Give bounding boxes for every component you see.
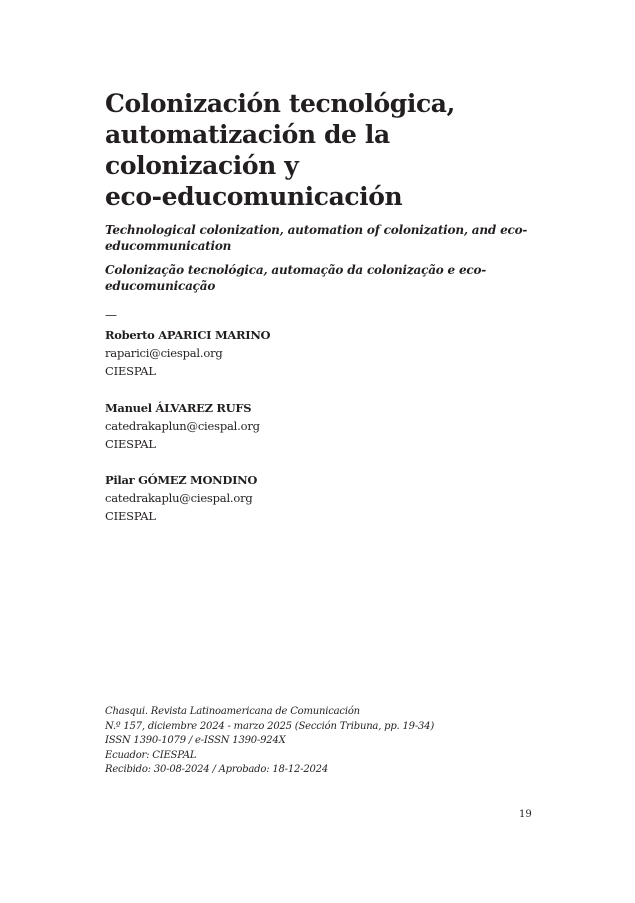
author-name: Manuel ÁLVAREZ RUFS [105, 401, 252, 415]
author-email: catedrakaplun@ciespal.org [105, 419, 260, 433]
citation-journal: Chasqui. Revista Latinoamericana de Comunicación [105, 706, 360, 717]
title-line: automatización de la [105, 120, 390, 149]
author-affiliation: CIESPAL [105, 509, 156, 523]
portuguese-title-line: Colonização tecnológica, automação da colonização e eco- [105, 263, 487, 277]
author-block [105, 399, 405, 453]
title-line: colonización y [105, 151, 299, 180]
citation-issn: ISSN 1390-1079 / e-ISSN 1390-924X [105, 735, 286, 746]
author-name: Pilar GÓMEZ MONDINO [105, 473, 258, 487]
author-affiliation: CIESPAL [105, 364, 156, 378]
portuguese-title-line: educomunicação [105, 279, 216, 293]
author-email: raparici@ciespal.org [105, 346, 223, 360]
english-title-line: Technological colonization, automation of colonization, and eco- [105, 223, 528, 237]
title-line: eco-educomunicación [105, 182, 403, 211]
page-number: 19 [519, 809, 532, 820]
english-title [105, 222, 528, 254]
citation-publisher: Ecuador: CIESPAL [105, 749, 197, 761]
citation-block [105, 705, 505, 778]
citation-dates: Recibido: 30-08-2024 / Aprobado: 18-12-2024 [105, 764, 329, 775]
author-email: catedrakaplu@ciespal.org [105, 491, 253, 505]
author-affiliation: CIESPAL [105, 437, 156, 451]
author-name: Roberto APARICI MARINO [105, 328, 271, 342]
english-title-line: educommunication [105, 239, 232, 253]
title-line: Colonización tecnológica, [105, 89, 455, 118]
author-block [105, 326, 405, 380]
citation-issue: N.º 157, diciembre 2024 - marzo 2025 (Sección Tribuna, pp. 19-34) [105, 720, 435, 732]
separator-dash: — [105, 308, 117, 322]
article-title [105, 88, 545, 212]
portuguese-title [105, 262, 525, 294]
author-block [105, 471, 405, 525]
